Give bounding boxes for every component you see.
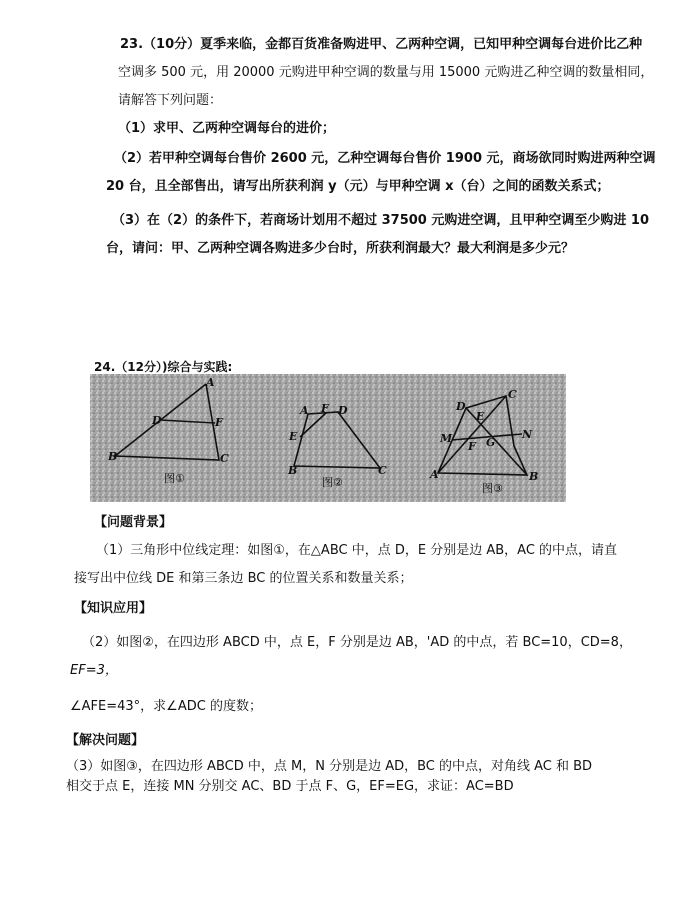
fig3-label-c: C [508, 388, 517, 401]
q23-line3: 请解答下列问题： [118, 93, 223, 108]
fig2-label-b: B [288, 464, 298, 477]
q24-figure-strip [90, 374, 566, 502]
fig1-label-d: D [152, 414, 162, 427]
fig1-label-b: B [108, 450, 118, 463]
fig3-caption: 图③ [482, 482, 503, 495]
q24-part2-line3: ∠AFE=43°，求∠ADC 的度数； [70, 699, 262, 714]
q24-part2-line2: EF=3， [70, 663, 118, 678]
q23-line1: 23.（10分）夏季来临，金都百货准备购进甲、乙两种空调，已知甲种空调每台进价比乙种 [120, 37, 643, 52]
fig3-label-a: A [430, 468, 439, 481]
q24-part1-line1: （1）三角形中位线定理：如图①，在△ABC 中，点 D，E 分别是边 AB，AC 的中点，请直 [96, 543, 618, 558]
fig3-label-f: F [468, 440, 476, 453]
q23-line2: 空调多 500 元，用 20000 元购进甲种空调的数量与用 15000 元购进乙种空调的数量相同， [118, 65, 654, 80]
fig1-label-a: A [206, 376, 215, 389]
fig3-label-d: D [456, 400, 466, 413]
q24-header: 24.（12分）)综合与实践: [94, 360, 233, 374]
q24-part3-line2: 相交于点 E，连接 MN 分别交 AC、BD 于点 F、G，EF=EG，求证：AC=BD [66, 779, 514, 794]
section-background-title: 【问题背景】 [94, 515, 173, 530]
fig3-label-b: B [529, 470, 539, 483]
fig2-label-d: D [338, 404, 348, 417]
q23-line8: 台，请问：甲、乙两种空调各购进多少台时，所获利润最大？最大利润是多少元？ [106, 241, 575, 256]
fig1-caption: 图① [164, 472, 185, 485]
fig2-label-a: A [300, 404, 309, 417]
q24-part2-line1: （2）如图②，在四边形 ABCD 中，点 E，F 分别是边 AB，'AD 的中点，若 BC=10，CD=8， [82, 635, 632, 650]
q23-line4: （1）求甲、乙两种空调每台的进价； [118, 121, 336, 136]
fig1-label-c: C [220, 452, 229, 465]
fig2-caption: 图② [322, 476, 343, 489]
fig3-label-m: M [440, 432, 453, 445]
q24-part1-line2: 接写出中位线 DE 和第三条边 BC 的位置关系和数量关系； [74, 571, 413, 586]
q23-line5: （2）若甲种空调每台售价 2600 元，乙种空调每台售价 1900 元，商场欲同时购进两种空调 [114, 151, 656, 166]
fig3-label-e: E [476, 410, 485, 423]
section-application-title: 【知识应用】 [74, 601, 153, 616]
q23-line7: （3）在（2）的条件下，若商场计划用不超过 37500 元购进空调，且甲种空调至少购进 10 [112, 213, 649, 228]
q24-part3-line1: （3）如图③，在四边形 ABCD 中，点 M，N 分别是边 AD，BC 的中点，对角线 AC 和 BD [66, 759, 593, 774]
fig2-label-c: C [378, 464, 387, 477]
fig2-label-e: E [289, 430, 298, 443]
fig2-label-f: F [321, 402, 329, 415]
section-solve-title: 【解决问题】 [66, 733, 145, 748]
q23-line6: 20 台，且全部售出，请写出所获利润 y（元）与甲种空调 x（台）之间的函数关系式； [106, 179, 610, 194]
fig3-label-n: N [522, 428, 533, 441]
fig1-label-f: F [215, 416, 223, 429]
fig3-label-g: G [486, 436, 496, 449]
